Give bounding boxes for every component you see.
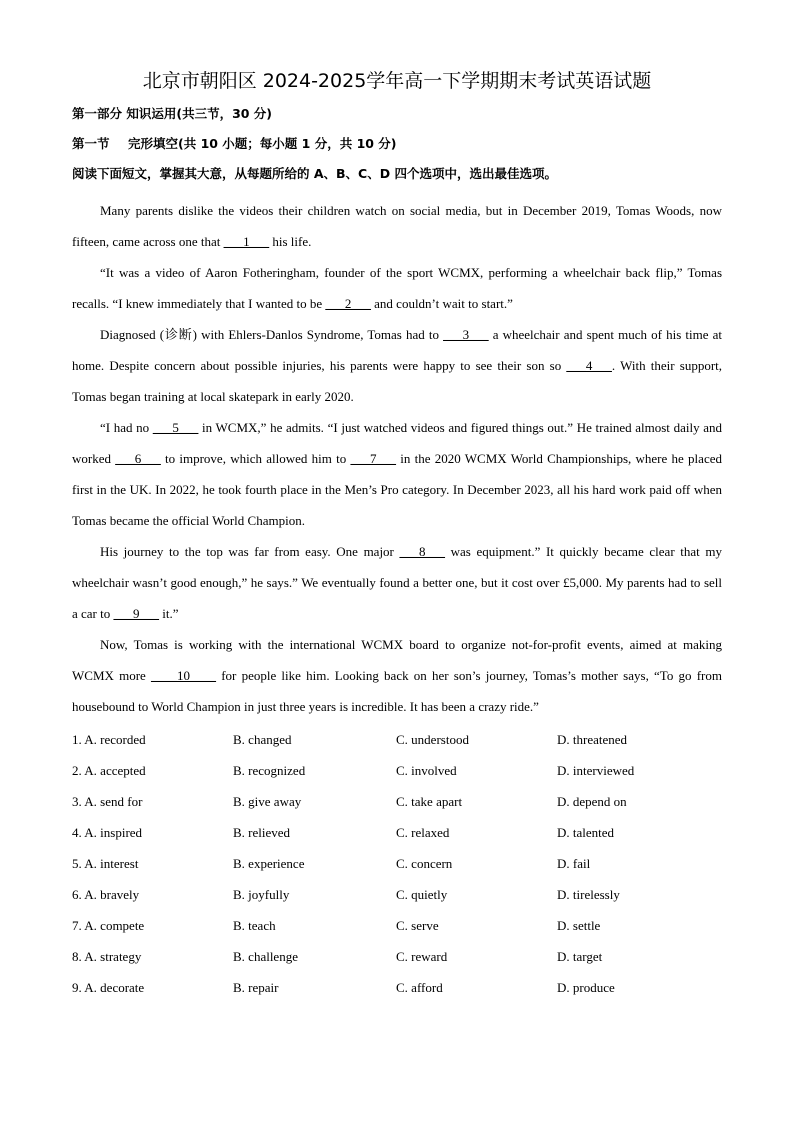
option-b: B. joyfully xyxy=(233,887,290,902)
paragraph-2 xyxy=(72,257,722,319)
option-b: B. challenge xyxy=(233,949,298,964)
option-c: C. take apart xyxy=(396,794,463,809)
paragraph-text: in WCMX,” he admits. “I just watched videos and figured things out.” He trained almost daily and worked xyxy=(72,420,722,466)
blank-2: ___2___ xyxy=(325,296,371,311)
paragraph-text: in the 2020 WCMX World Championships, where he placed first in the UK. In 2022, he took fourth place in the Men’s Pro category. In December 2023, all his hard work paid off when Tomas became the official World Champion. xyxy=(72,451,722,528)
options-row-1 xyxy=(72,724,722,755)
option-a: 2. A. accepted xyxy=(72,763,146,778)
blank-9: ___9___ xyxy=(113,606,160,621)
options-row-7 xyxy=(72,910,722,941)
option-c: C. involved xyxy=(396,763,457,778)
options-row-2 xyxy=(72,755,722,786)
paragraph-5 xyxy=(72,536,722,629)
option-c: C. afford xyxy=(396,980,443,995)
paragraph-text: Diagnosed (诊断) with Ehlers-Danlos Syndrome, Tomas had to xyxy=(100,327,444,342)
paragraph-text: Many parents dislike the videos their children watch on social media, but in December 2019, Tomas Woods, now fifteen, came across one that xyxy=(72,203,722,249)
option-b: B. give away xyxy=(233,794,302,809)
option-a: 5. A. interest xyxy=(72,856,139,871)
section-heading xyxy=(72,135,722,153)
paragraph-text: “I had no xyxy=(100,420,153,435)
option-d: D. talented xyxy=(557,825,615,840)
blank-4: ___4___ xyxy=(566,358,612,373)
options-row-5 xyxy=(72,848,722,879)
option-d: D. depend on xyxy=(557,794,627,809)
option-a: 8. A. strategy xyxy=(72,949,142,964)
option-d: D. produce xyxy=(557,980,615,995)
option-b: B. teach xyxy=(233,918,276,933)
option-a: 1. A. recorded xyxy=(72,732,146,747)
blank-10: ____10____ xyxy=(151,668,217,683)
paragraph-text: was equipment.” It quickly became clear that my wheelchair wasn’t good enough,” he says.” We eventually found a better one, but it cost over £5,000. My parents had to sell a car to xyxy=(72,544,722,621)
section-label: 第一节 xyxy=(72,136,110,151)
options-list xyxy=(72,724,722,1003)
paragraph-text: “It was a video of Aaron Fotheringham, founder of the sport WCMX, performing a wheelchair back flip,” Tomas recalls. “I knew immediately that I wanted to be xyxy=(72,265,722,311)
paragraph-text: it.” xyxy=(159,606,179,621)
paragraph-text: his life. xyxy=(269,234,312,249)
blank-7: ___7___ xyxy=(350,451,396,466)
paragraph-text: for people like him. Looking back on her son’s journey, Tomas’s mother says, “To go from housebound to World Champion in just three years is incredible. It has been a crazy ride.” xyxy=(72,668,722,714)
options-row-4 xyxy=(72,817,722,848)
part-heading: 第一部分 知识运用(共三节，30 分) xyxy=(72,106,273,121)
paragraph-text: and couldn’t wait to start.” xyxy=(370,296,513,311)
option-c: C. quietly xyxy=(396,887,448,902)
blank-6: ___6___ xyxy=(115,451,161,466)
option-b: B. changed xyxy=(233,732,292,747)
paragraph-text: a wheelchair and spent much of his time at home. Despite concern about possible injuries, his parents were happy to see their son so xyxy=(72,327,722,373)
paragraph-text: His journey to the top was far from easy. One major xyxy=(100,544,400,559)
passage xyxy=(72,195,722,722)
option-c: C. serve xyxy=(396,918,439,933)
option-b: B. recognized xyxy=(233,763,306,778)
paragraph-text: . With their support, Tomas began training at local skatepark in early 2020. xyxy=(72,358,723,404)
option-b: B. relieved xyxy=(233,825,291,840)
options-row-9 xyxy=(72,972,722,1003)
option-d: D. interviewed xyxy=(557,763,635,778)
option-d: D. target xyxy=(557,949,603,964)
options-row-6 xyxy=(72,879,722,910)
paragraph-1 xyxy=(72,195,722,257)
instruction: 阅读下面短文，掌握其大意，从每题所给的 A、B、C、D 四个选项中，选出最佳选项。 xyxy=(72,166,557,181)
option-d: D. fail xyxy=(557,856,591,871)
option-c: C. understood xyxy=(396,732,469,747)
page-title: 北京市朝阳区 2024-2025学年高一下学期期末考试英语试题 xyxy=(142,70,652,92)
option-a: 4. A. inspired xyxy=(72,825,143,840)
paragraph-4 xyxy=(72,412,722,536)
blank-3: ___3___ xyxy=(443,327,489,342)
options-row-3 xyxy=(72,786,722,817)
paragraph-3 xyxy=(72,319,722,412)
option-a: 9. A. decorate xyxy=(72,980,145,995)
paragraph-text: Now, Tomas is working with the international WCMX board to organize not-for-profit events, aimed at making WCMX more xyxy=(72,637,722,683)
blank-1: ___1___ xyxy=(223,234,270,249)
paragraph-text: to improve, which allowed him to xyxy=(160,451,351,466)
option-c: C. concern xyxy=(396,856,453,871)
option-b: B. repair xyxy=(233,980,279,995)
blank-8: ___8___ xyxy=(399,544,445,559)
option-a: 7. A. compete xyxy=(72,918,145,933)
option-a: 6. A. bravely xyxy=(72,887,140,902)
option-d: D. threatened xyxy=(557,732,628,747)
option-a: 3. A. send for xyxy=(72,794,143,809)
option-b: B. experience xyxy=(233,856,305,871)
section-text: 完形填空(共 10 小题；每小题 1 分，共 10 分) xyxy=(128,136,397,151)
option-c: C. relaxed xyxy=(396,825,450,840)
option-c: C. reward xyxy=(396,949,448,964)
paragraph-6 xyxy=(72,629,722,722)
option-d: D. settle xyxy=(557,918,601,933)
blank-5: ___5___ xyxy=(152,420,199,435)
options-row-8 xyxy=(72,941,722,972)
option-d: D. tirelessly xyxy=(557,887,620,902)
